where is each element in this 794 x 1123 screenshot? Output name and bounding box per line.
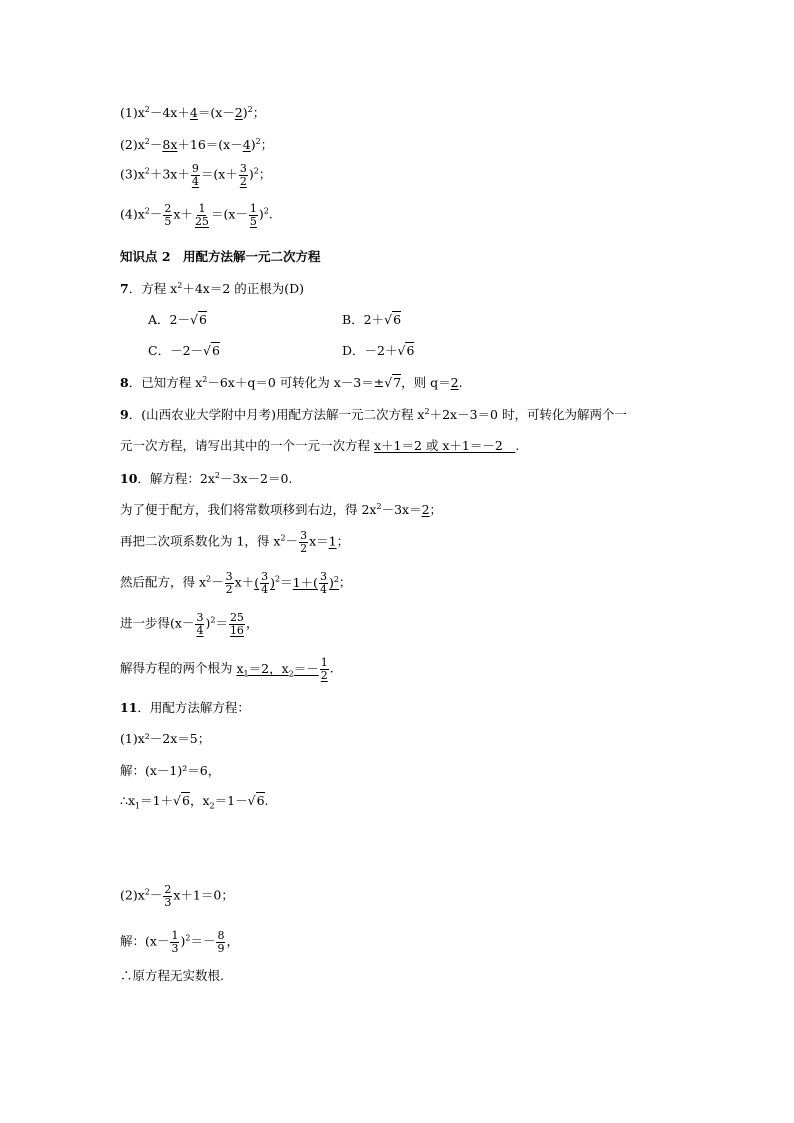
question-11-part-2-step-1: 解：(x－ $\frac{1}{3}$ )$^2$＝－ $\frac{8}{9}$ ， <box>120 929 239 955</box>
question-9-line-1: 9．(山西农业大学附中月考)用配方法解一元二次方程 $x^2+2x-3=0$ 时，可转化为解两个一 <box>120 407 627 423</box>
question-11-part-1-step-2: $\therefore x_1=1+√6$，$x_2=1-√6$. <box>120 793 269 811</box>
question-10: 10．解方程：$2x^2-3x-2=0$. <box>120 471 293 487</box>
question-7: 7．方程 $x^2+4x=2$ 的正根为(D) <box>120 281 305 297</box>
exercise-line-2: $(2)x^2-8x+16=(x-4)^2$； <box>120 137 274 153</box>
question-9-line-2: 元一次方程，请写出其中的一个一元一次方程 x＋1＝2 或 x＋1＝－2 . <box>120 438 520 453</box>
question-11-part-1-step-1: 解：(x－1)²＝6， <box>120 763 221 778</box>
exercise-line-4: $(4)x^2-$ $\frac{2}{5}$ x＋ $\frac{1}{25}$ ＝(x－ $\frac{1}{5}$ )$^2$. <box>120 202 273 228</box>
question-10-step-5: 解得方程的两个根为 $x_1=2$，$x_2=-$ $\frac{1}{2}$ . <box>120 656 334 682</box>
question-11-part-1: (1)x²－2x＝5； <box>120 731 211 746</box>
section-heading: 知识点 2 用配方法解一元二次方程 <box>120 249 321 264</box>
question-11: 11．用配方法解方程： <box>120 700 250 715</box>
question-11-part-2-step-2: ∴原方程无实数根. <box>120 968 224 983</box>
question-10-step-1: 为了便于配方，我们将常数项移到右边，得 $2x^2-3x=2$； <box>120 502 443 518</box>
option-a: A．2－√6 <box>148 312 207 327</box>
option-b: B．2＋√6 <box>342 312 402 327</box>
option-c: C．－2－√6 <box>148 343 220 358</box>
question-10-step-3: 然后配方，得 $x^2-$ $\frac{3}{2}$ x＋( $\frac{3}{4}$ )$^2$＝1＋( $\frac{3}{4}$ )$^2$； <box>120 570 352 596</box>
option-d: D．－2＋√6 <box>342 343 415 358</box>
question-11-part-2: $(2)x^2-$ $\frac{2}{3}$ x＋1＝0； <box>120 883 234 909</box>
question-10-step-2: 再把二次项系数化为 1，得 $x^2-$ $\frac{3}{2}$ x＝1； <box>120 529 350 555</box>
exercise-line-3: $(3)x^2+3x+$ $\frac{9}{4}$ ＝(x＋ $\frac{3}{2}$ )$^2$； <box>120 162 272 188</box>
question-8: 8．已知方程 $x^2-6x+q=0$ 可转化为 x－3＝±√7，则 q＝2. <box>120 375 463 391</box>
question-10-step-4: 进一步得(x－ $\frac{3}{4}$ )$^2$＝ $\frac{25}{16}$ ， <box>120 611 259 637</box>
exercise-line-1: $(1)x^2-4x+4=(x-2)^2$； <box>120 105 266 121</box>
